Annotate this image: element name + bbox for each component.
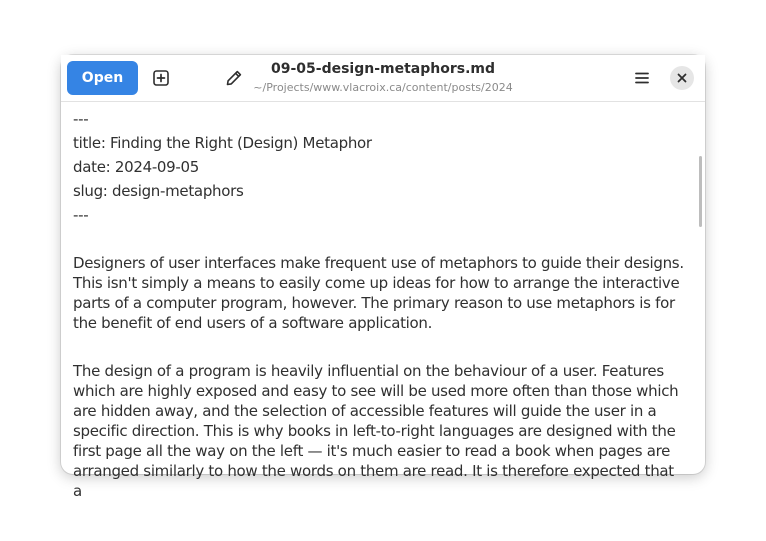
blank-line [73,229,687,253]
front-matter-line: --- [73,110,89,128]
window-title: 09-05-design-metaphors.md [270,61,496,77]
front-matter-line: date: 2024-09-05 [73,158,200,176]
new-document-icon [153,70,169,86]
file-path: ~/Projects/www.vlacroix.ca/content/posts/2024 [253,81,513,94]
document-text[interactable] [73,109,687,501]
vertical-scrollbar[interactable] [699,156,702,227]
editor-window [61,55,705,500]
window-title-block [211,60,555,95]
front-matter-line: slug: design-metaphors [73,182,244,200]
front-matter-line: --- [73,206,89,224]
new-document-button[interactable] [145,62,177,94]
blank-line [73,333,687,361]
open-button[interactable]: Open [67,61,138,95]
hamburger-menu-icon [634,70,650,86]
close-button[interactable] [670,66,694,90]
close-icon [677,73,687,83]
front-matter-line: title: Finding the Right (Design) Metaphor [73,134,372,152]
text-editor[interactable] [61,102,705,500]
header-bar [61,55,705,102]
main-menu-button[interactable] [626,62,658,94]
paragraph: Designers of user interfaces make frequent use of metaphors to guide their designs. This isn't simply a means to easily come up ideas for how to arrange the interactive parts of a computer program, however. The primary reason to use metaphors is for the benefit of end users of a software application. [73,254,684,332]
paragraph: The design of a program is heavily influential on the behaviour of a user. Features which are highly exposed and easy to see will be used more often than those which are hidden away, and the selection of accessible features will guide the user in a specific direction. This is why books in left-to-right languages are designed with the first page all the way on the left — it's much easier to read a book when pages are arranged similarly to how the words on them are read. It is therefore expected that a [73,362,679,500]
